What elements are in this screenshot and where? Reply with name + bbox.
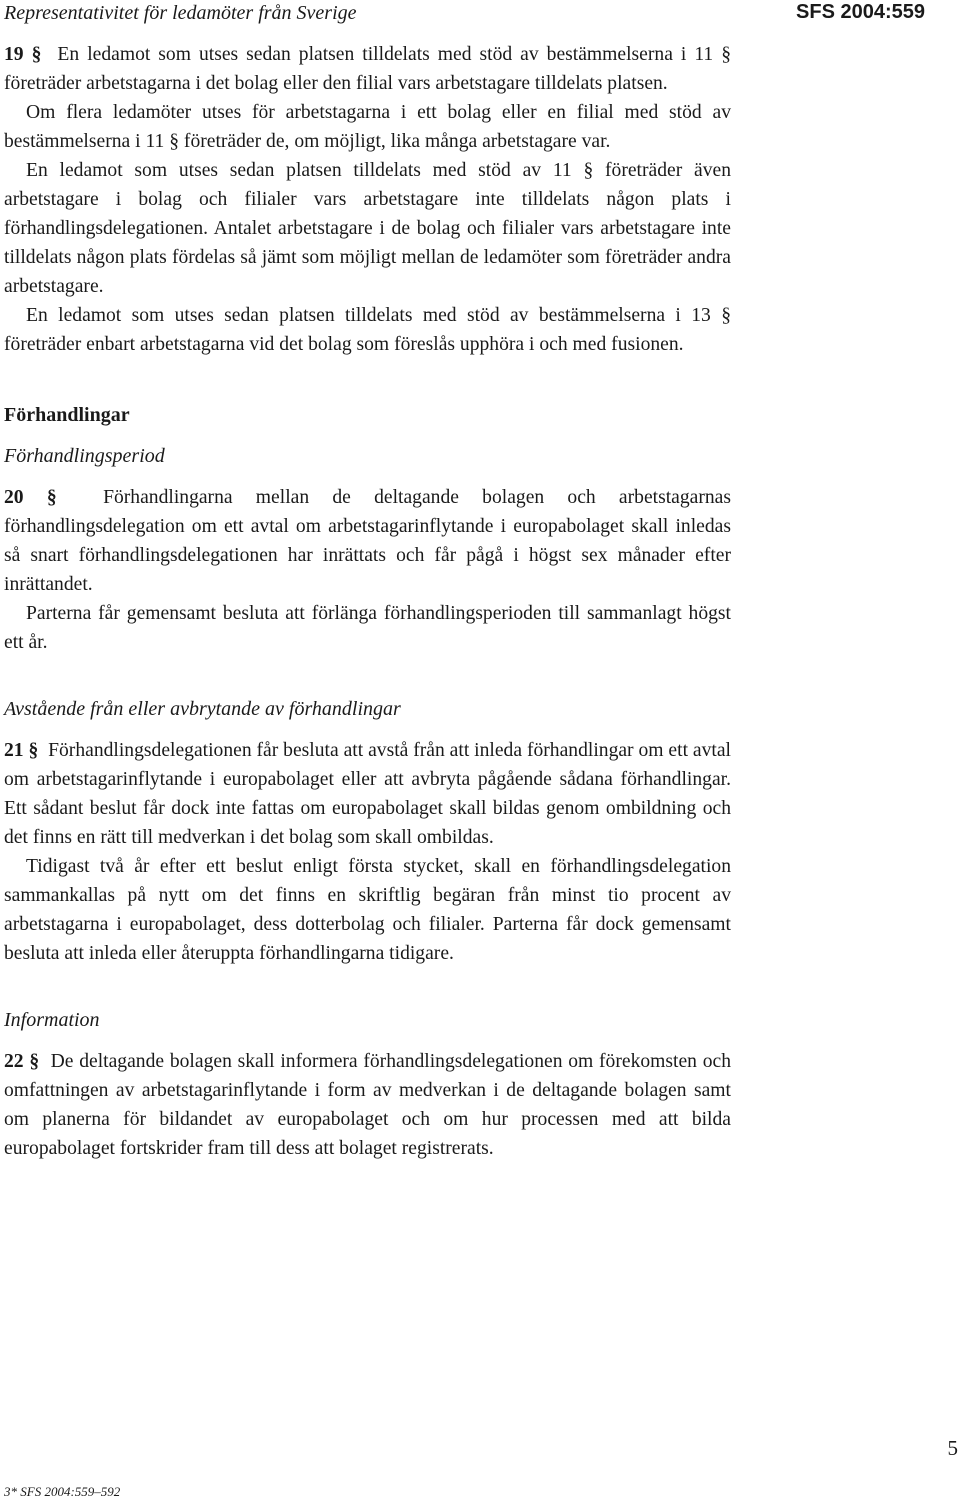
section-number: 21 §	[4, 740, 39, 761]
section-21-paragraph-1: 21 § Förhandlingsdelegationen får besluta att avstå från att inleda förhandlingar om ett avtal om arbetstagarinflytande i europabolaget eller att avbryta pågående sådana förhandlingar. Ett sådant beslut får dock inte fattas om europabolaget skall bildas genom ombildning och det finns en rätt till medverkan i det bolag som skall ombildas.	[4, 740, 731, 848]
section-number: 19 §	[4, 44, 42, 65]
section-19-paragraph-2: Om flera ledamöter utses för arbetstagarna i ett bolag eller en filial med stöd av bestämmelserna i 11 § företräder de, om möjligt, lika många arbetstagare var.	[4, 102, 731, 152]
section-number: 20 §	[4, 487, 57, 508]
page-number: 5	[947, 1436, 958, 1460]
subheading-avstaende: Avstående från eller avbrytande av förhandlingar	[4, 698, 401, 720]
section-21-paragraph-2: Tidigast två år efter ett beslut enligt första stycket, skall en förhandlingsdelegation sammankallas på nytt om det finns en skriftlig begäran från minst tio procent av arbetstagarna i europabolaget, dess dotterbolag och filialer. Parterna får dock gemensamt besluta att inleda eller återuppta förhandlingarna tidigare.	[4, 856, 731, 964]
subheading-forhandlingsperiod: Förhandlingsperiod	[4, 445, 165, 467]
section-22-paragraph-1: 22 § De deltagande bolagen skall informera förhandlingsdelegationen om förekomsten och omfattningen av arbetstagarinflytande i form av medverkan i de deltagande bolagen samt om planerna för bildandet av europabolaget och om hur processen med att bilda europabolaget fortskrider fram till dess att bolaget registrerats.	[4, 1051, 731, 1159]
sfs-number: SFS 2004:559	[796, 1, 925, 23]
running-title: Representativitet för ledamöter från Sverige	[4, 2, 357, 24]
section-19-paragraph-4: En ledamot som utses sedan platsen tilldelats med stöd av bestämmelserna i 13 § företräder enbart arbetstagarna vid det bolag som föreslås upphöra i och med fusionen.	[4, 305, 731, 355]
heading-forhandlingar: Förhandlingar	[4, 404, 130, 426]
document-body	[4, 40, 731, 1163]
subheading-information: Information	[4, 1009, 100, 1031]
footer-code: 3* SFS 2004:559–592	[4, 1484, 121, 1499]
section-19-paragraph-3: En ledamot som utses sedan platsen tilldelats med stöd av 11 § företräder även arbetstagare i bolag och filialer vars arbetstagare inte tilldelats någon plats i förhandlingsdelegationen. Antalet arbetstagare i de bolag och filialer vars arbetstagare inte tilldelats någon plats fördelas så jämt som möjligt mellan de ledamöter som företräder andra arbetstagare.	[4, 160, 731, 297]
section-20-paragraph-1: 20 § Förhandlingarna mellan de deltagande bolagen och arbetstagarnas förhandlingsdelegation om ett avtal om arbetstagarinflytande i europabolaget skall inledas så snart förhandlingsdelegationen har inrättats och får pågå i högst sex månader efter inrättandet.	[4, 487, 731, 595]
section-number: 22 §	[4, 1051, 40, 1072]
section-20-paragraph-2: Parterna får gemensamt besluta att förlänga förhandlingsperioden till sammanlagt högst ett år.	[4, 603, 731, 653]
section-19-paragraph-1: 19 § En ledamot som utses sedan platsen tilldelats med stöd av bestämmelserna i 11 § företräder arbetstagarna i det bolag eller den filial vars arbetstagare tilldelats platsen.	[4, 44, 732, 94]
